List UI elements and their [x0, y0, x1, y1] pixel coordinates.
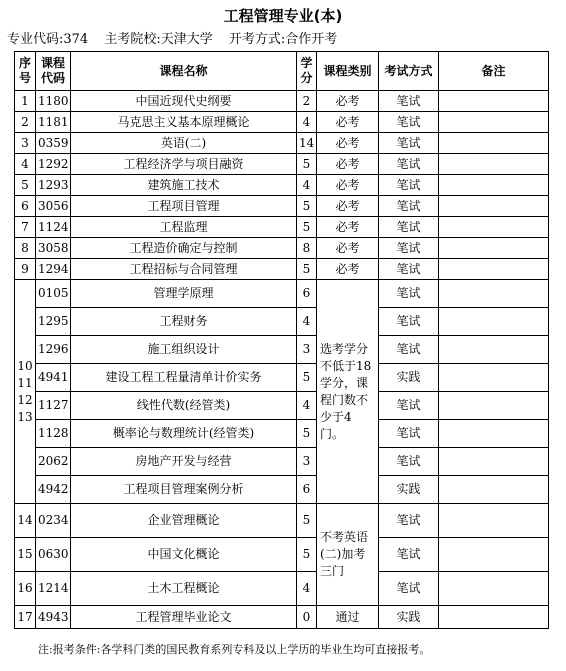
header-seq: 序号 — [15, 52, 36, 91]
footnote: 注:报考条件:各学科门类的国民教育系列专科及以上学历的毕业生均可直接报考。 — [38, 643, 431, 656]
cell-credit: 4 — [297, 175, 317, 196]
cell-seq: 8 — [15, 238, 36, 259]
cell-name: 管理学原理 — [71, 280, 297, 308]
cell-remark — [439, 336, 549, 364]
cell-credit: 14 — [297, 133, 317, 154]
cell-name: 英语(二) — [71, 133, 297, 154]
cell-name: 工程管理毕业论文 — [71, 606, 297, 629]
table-row — [15, 308, 549, 336]
table-row — [15, 259, 549, 280]
cell-remark — [439, 504, 549, 538]
cell-credit: 4 — [297, 112, 317, 133]
cell-credit: 4 — [297, 572, 317, 606]
cell-category: 必考 — [317, 238, 379, 259]
cell-credit: 5 — [297, 504, 317, 538]
table-row — [15, 175, 549, 196]
cell-name: 土木工程概论 — [71, 572, 297, 606]
cell-exam: 实践 — [379, 476, 439, 504]
cell-exam: 笔试 — [379, 217, 439, 238]
course-table — [14, 51, 549, 629]
cell-remark — [439, 196, 549, 217]
cell-name: 施工组织设计 — [71, 336, 297, 364]
cell-exam: 笔试 — [379, 572, 439, 606]
cell-exam: 笔试 — [379, 133, 439, 154]
cell-seq: 2 — [15, 112, 36, 133]
cell-remark — [439, 572, 549, 606]
table-row — [15, 420, 549, 448]
cell-name: 工程造价确定与控制 — [71, 238, 297, 259]
table-row — [15, 112, 549, 133]
cell-exam: 实践 — [379, 606, 439, 629]
cell-remark — [439, 308, 549, 336]
cell-seq: 6 — [15, 196, 36, 217]
cell-remark — [439, 364, 549, 392]
cell-code: 1127 — [36, 392, 71, 420]
cell-seq: 1 — [15, 91, 36, 112]
cell-category: 必考 — [317, 196, 379, 217]
cell-code: 1124 — [36, 217, 71, 238]
table-row — [15, 196, 549, 217]
table-row — [15, 238, 549, 259]
cell-exam: 笔试 — [379, 175, 439, 196]
table-row — [15, 154, 549, 175]
cell-category: 必考 — [317, 217, 379, 238]
cell-credit: 0 — [297, 606, 317, 629]
cell-code: 4941 — [36, 364, 71, 392]
cell-code: 1128 — [36, 420, 71, 448]
cell-credit: 5 — [297, 154, 317, 175]
cell-credit: 3 — [297, 336, 317, 364]
cell-code: 3058 — [36, 238, 71, 259]
cell-code: 4942 — [36, 476, 71, 504]
cell-name: 概率论与数理统计(经管类) — [71, 420, 297, 448]
cell-name: 企业管理概论 — [71, 504, 297, 538]
cell-name: 工程项目管理案例分析 — [71, 476, 297, 504]
cell-code: 1295 — [36, 308, 71, 336]
cell-code: 3056 — [36, 196, 71, 217]
cell-remark — [439, 606, 549, 629]
cell-seq: 16 — [15, 572, 36, 606]
cell-category: 必考 — [317, 175, 379, 196]
header-category: 课程类别 — [317, 52, 379, 91]
cell-remark — [439, 154, 549, 175]
elective-note: 选考学分不低于18学分，课程门数不少于4门。 — [317, 280, 379, 504]
table-row — [15, 364, 549, 392]
cell-remark — [439, 133, 549, 154]
cell-exam: 笔试 — [379, 420, 439, 448]
cell-code: 1180 — [36, 91, 71, 112]
cell-exam: 实践 — [379, 364, 439, 392]
cell-code: 2062 — [36, 448, 71, 476]
host-school: 主考院校:天津大学 — [104, 32, 213, 47]
cell-name: 工程经济学与项目融资 — [71, 154, 297, 175]
table-row — [15, 280, 549, 308]
cell-remark — [439, 280, 549, 308]
cell-name: 线性代数(经管类) — [71, 392, 297, 420]
cell-exam: 笔试 — [379, 392, 439, 420]
cell-credit: 6 — [297, 280, 317, 308]
major-code: 专业代码:374 — [7, 32, 89, 47]
table-row — [15, 538, 549, 572]
cell-credit: 3 — [297, 448, 317, 476]
table-row — [15, 448, 549, 476]
cell-seq: 9 — [15, 259, 36, 280]
cell-code: 0359 — [36, 133, 71, 154]
cell-name: 工程财务 — [71, 308, 297, 336]
cell-seq: 5 — [15, 175, 36, 196]
cell-code: 1181 — [36, 112, 71, 133]
seq-number: 13 — [17, 409, 33, 424]
cell-exam: 笔试 — [379, 196, 439, 217]
cell-exam: 笔试 — [379, 154, 439, 175]
seq-number: 11 — [17, 375, 33, 390]
page-title: 工程管理专业(本) — [223, 7, 343, 25]
cell-exam: 笔试 — [379, 238, 439, 259]
cell-name: 中国文化概论 — [71, 538, 297, 572]
table-row — [15, 504, 549, 538]
cell-credit: 5 — [297, 196, 317, 217]
cell-remark — [439, 91, 549, 112]
cell-credit: 5 — [297, 538, 317, 572]
cell-seq: 3 — [15, 133, 36, 154]
table-row — [15, 572, 549, 606]
cell-remark — [439, 476, 549, 504]
cell-remark — [439, 238, 549, 259]
cell-category: 通过 — [317, 606, 379, 629]
cell-code: 1293 — [36, 175, 71, 196]
cell-credit: 5 — [297, 420, 317, 448]
cell-code: 1214 — [36, 572, 71, 606]
table-row — [15, 336, 549, 364]
header-credit: 学分 — [297, 52, 317, 91]
cell-category: 必考 — [317, 259, 379, 280]
cell-name: 工程监理 — [71, 217, 297, 238]
seq-number: 10 — [17, 358, 33, 373]
cell-code: 4943 — [36, 606, 71, 629]
cell-seq: 17 — [15, 606, 36, 629]
cell-credit: 8 — [297, 238, 317, 259]
table-row — [15, 91, 549, 112]
cell-remark — [439, 112, 549, 133]
table-row — [15, 606, 549, 629]
cell-seq-group — [15, 280, 36, 504]
cell-name: 马克思主义基本原理概论 — [71, 112, 297, 133]
cell-credit: 5 — [297, 364, 317, 392]
cell-credit: 4 — [297, 308, 317, 336]
header-exam: 考试方式 — [379, 52, 439, 91]
cell-exam: 笔试 — [379, 259, 439, 280]
cell-name: 建设工程工程量清单计价实务 — [71, 364, 297, 392]
header-remark: 备注 — [439, 52, 549, 91]
cell-exam: 笔试 — [379, 112, 439, 133]
cell-category: 必考 — [317, 154, 379, 175]
cell-credit: 4 — [297, 392, 317, 420]
cell-credit: 6 — [297, 476, 317, 504]
cell-exam: 笔试 — [379, 504, 439, 538]
cell-seq: 4 — [15, 154, 36, 175]
program-info — [7, 28, 349, 47]
cell-category: 必考 — [317, 91, 379, 112]
cell-seq: 15 — [15, 538, 36, 572]
cell-remark — [439, 175, 549, 196]
header-code: 课程代码 — [36, 52, 71, 91]
cell-exam: 笔试 — [379, 336, 439, 364]
cell-name: 建筑施工技术 — [71, 175, 297, 196]
cell-credit: 5 — [297, 217, 317, 238]
cell-remark — [439, 217, 549, 238]
cell-code: 1296 — [36, 336, 71, 364]
cell-remark — [439, 259, 549, 280]
cell-exam: 笔试 — [379, 280, 439, 308]
cell-name: 房地产开发与经营 — [71, 448, 297, 476]
table-row — [15, 476, 549, 504]
cell-exam: 笔试 — [379, 91, 439, 112]
cell-credit: 2 — [297, 91, 317, 112]
header-name: 课程名称 — [71, 52, 297, 91]
table-row — [15, 217, 549, 238]
cell-remark — [439, 392, 549, 420]
cell-code: 0630 — [36, 538, 71, 572]
table-header-row — [15, 52, 549, 91]
cell-remark — [439, 538, 549, 572]
cell-code: 0105 — [36, 280, 71, 308]
cell-code: 1294 — [36, 259, 71, 280]
cell-credit: 5 — [297, 259, 317, 280]
cell-category: 必考 — [317, 112, 379, 133]
cell-category: 必考 — [317, 133, 379, 154]
cell-exam: 笔试 — [379, 538, 439, 572]
cell-remark — [439, 448, 549, 476]
cell-exam: 笔试 — [379, 308, 439, 336]
seq-number: 12 — [17, 392, 33, 407]
cell-name: 中国近现代史纲要 — [71, 91, 297, 112]
cell-code: 0234 — [36, 504, 71, 538]
cell-name: 工程招标与合同管理 — [71, 259, 297, 280]
cell-code: 1292 — [36, 154, 71, 175]
table-row — [15, 392, 549, 420]
cell-seq: 14 — [15, 504, 36, 538]
cell-seq: 7 — [15, 217, 36, 238]
exam-mode: 开考方式:合作开考 — [228, 32, 338, 47]
table-row — [15, 133, 549, 154]
extra-note: 不考英语(二)加考三门 — [317, 504, 379, 606]
cell-remark — [439, 420, 549, 448]
cell-name: 工程项目管理 — [71, 196, 297, 217]
cell-exam: 笔试 — [379, 448, 439, 476]
